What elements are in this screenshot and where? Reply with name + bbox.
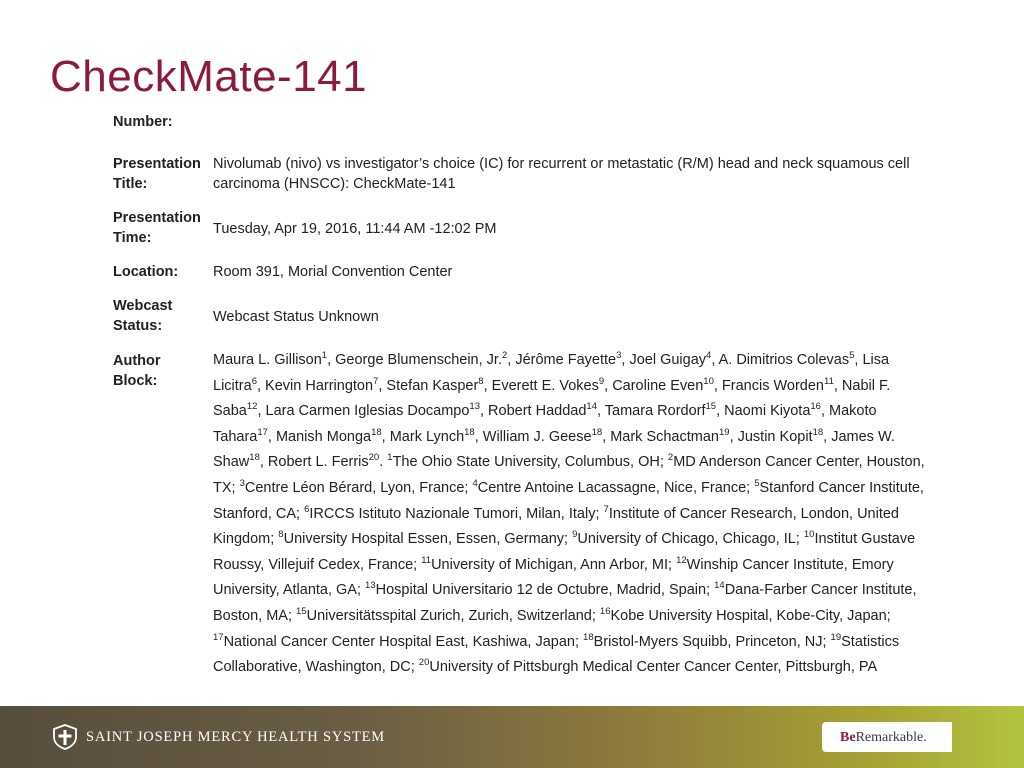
author-block-label: Author Block: xyxy=(113,353,161,389)
affiliation-superscript: 2 xyxy=(667,452,674,464)
author-text-run: , Caroline Even xyxy=(604,377,704,394)
location-label: Location: xyxy=(113,264,179,280)
author-text-run: , Joel Guigay xyxy=(621,352,707,368)
author-text-run: Hospital Universitario 12 de Octubre, Madrid, Spain; xyxy=(375,582,715,599)
author-text-run: , A. Dimitrios Colevas xyxy=(711,352,850,368)
affiliation-superscript: 10 xyxy=(803,529,815,541)
author-text-run: Centre Antoine Lacassagne, Nice, France; xyxy=(477,479,755,496)
affiliation-superscript: 20 xyxy=(418,657,430,669)
author-text-run: , Lara Carmen Iglesias Docampo xyxy=(257,403,470,420)
affiliation-superscript: 7 xyxy=(603,503,609,515)
affiliation-superscript: 16 xyxy=(599,606,611,618)
affiliation-superscript: 9 xyxy=(598,375,605,387)
author-text-run: , Makoto Tahara xyxy=(213,403,877,445)
affiliation-superscript: 1 xyxy=(321,350,328,362)
author-text-run: Universitätsspital Zurich, Zurich, Switzerland; xyxy=(306,607,600,624)
author-text-run: , Lisa Licitra xyxy=(213,352,890,394)
presentation-title-label: Presentation Title: xyxy=(113,156,201,192)
footer-tagline xyxy=(840,730,927,746)
author-text-run: Stanford Cancer Institute, Stanford, CA; xyxy=(213,479,924,522)
author-text-run: , Robert Haddad xyxy=(480,403,587,420)
affiliation-superscript: 19 xyxy=(718,426,730,438)
tagline-remarkable: Remarkable. xyxy=(855,730,927,745)
author-text-run: University of Chicago, Chicago, IL; xyxy=(577,531,804,548)
author-text-run: Winship Cancer Institute, Emory University, Atlanta, GA; xyxy=(213,556,894,599)
author-text-run: , Mark Schactman xyxy=(602,428,719,445)
affiliation-superscript: 5 xyxy=(754,478,760,490)
tagline-be: Be xyxy=(840,730,856,745)
author-text-run: Centre Léon Bérard, Lyon, France; xyxy=(244,479,473,496)
author-text-run: , Kevin Harrington xyxy=(256,377,374,394)
affiliation-superscript: 15 xyxy=(705,401,717,413)
cross-shield-icon xyxy=(52,724,78,750)
author-text-run: , William J. Geese xyxy=(474,428,592,445)
affiliation-superscript: 6 xyxy=(251,375,257,387)
author-block-text xyxy=(213,348,933,681)
affiliation-superscript: 14 xyxy=(586,401,597,413)
author-text-run: University Hospital Essen, Essen, Germany; xyxy=(283,531,573,548)
affiliation-superscript: 11 xyxy=(421,554,432,566)
author-text-run: National Cancer Center Hospital East, Kashiwa, Japan; xyxy=(223,633,584,650)
slide-title: CheckMate-141 xyxy=(50,52,368,101)
affiliation-superscript: 9 xyxy=(572,529,578,541)
affiliation-superscript: 6 xyxy=(304,503,310,515)
affiliation-superscript: 2 xyxy=(502,350,508,362)
author-text-run: The Ohio State University, Columbus, OH; xyxy=(392,454,668,471)
author-text-run: Maura L. Gillison xyxy=(213,352,322,368)
affiliation-superscript: 10 xyxy=(703,375,714,387)
presentation-time-value: Tuesday, Apr 19, 2016, 11:44 AM -12:02 PM xyxy=(213,221,497,237)
affiliation-superscript: 17 xyxy=(213,631,224,643)
affiliation-superscript: 11 xyxy=(824,375,834,387)
affiliation-superscript: 18 xyxy=(464,426,475,438)
author-text-run: , Nabil F. Saba xyxy=(213,377,891,420)
affiliation-superscript: 1 xyxy=(387,452,393,464)
affiliation-superscript: 13 xyxy=(469,401,480,413)
affiliation-superscript: 3 xyxy=(239,478,245,490)
author-text-run: IRCCS Istituto Nazionale Tumori, Milan, Italy; xyxy=(309,505,604,522)
affiliation-superscript: 8 xyxy=(478,375,484,387)
affiliation-superscript: 4 xyxy=(706,350,712,362)
affiliation-superscript: 4 xyxy=(472,478,478,490)
author-text-run: University of Pittsburgh Medical Center Cancer Center, Pittsburgh, PA xyxy=(429,659,878,676)
affiliation-superscript: 20 xyxy=(368,452,380,464)
author-text-run: Institute of Cancer Research, London, United Kingdom; xyxy=(213,505,899,548)
affiliation-superscript: 12 xyxy=(676,554,687,566)
author-text-run: Dana-Farber Cancer Institute, Boston, MA; xyxy=(213,582,917,624)
author-text-run: , Mark Lynch xyxy=(381,428,465,445)
author-text-run: , Everett E. Vokes xyxy=(483,377,599,394)
affiliation-superscript: 3 xyxy=(616,350,622,362)
footer-org-name: SAINT JOSEPH MERCY HEALTH SYSTEM xyxy=(86,729,385,745)
footer-bar xyxy=(0,706,1024,768)
affiliation-superscript: 18 xyxy=(583,631,594,643)
author-text-run: Statistics Collaborative, Washington, DC; xyxy=(213,633,900,676)
affiliation-superscript: 8 xyxy=(278,529,284,541)
affiliation-superscript: 14 xyxy=(714,580,725,592)
affiliation-superscript: 18 xyxy=(371,426,382,438)
author-text-run: MD Anderson Cancer Center, Houston, TX; xyxy=(213,454,925,496)
number-label-cut: Number: xyxy=(113,114,173,129)
author-text-run: Institut Gustave Roussy, Villejuif Cedex, France; xyxy=(213,531,916,573)
affiliation-superscript: 18 xyxy=(812,426,824,438)
affiliation-superscript: 18 xyxy=(591,426,603,438)
affiliation-superscript: 7 xyxy=(373,375,379,387)
affiliation-superscript: 17 xyxy=(257,426,268,438)
author-text-run: , Justin Kopit xyxy=(729,428,813,445)
affiliation-superscript: 12 xyxy=(246,401,258,413)
webcast-status-label: Webcast Status: xyxy=(113,298,173,334)
author-text-run: , Naomi Kiyota xyxy=(716,403,811,420)
author-text-run: , George Blumenschein, Jr. xyxy=(327,352,502,368)
presentation-time-label: Presentation Time: xyxy=(113,210,201,246)
author-text-run: , Manish Monga xyxy=(267,428,372,445)
author-text-run: Kobe University Hospital, Kobe-City, Japan; xyxy=(610,607,891,624)
affiliation-superscript: 13 xyxy=(365,580,376,592)
author-text-run: , Francis Worden xyxy=(713,377,824,394)
author-text-run: , Robert L. Ferris xyxy=(259,454,369,471)
author-text-run: University of Michigan, Ann Arbor, MI; xyxy=(431,556,677,573)
author-text-run: . xyxy=(379,454,388,471)
affiliation-superscript: 18 xyxy=(249,452,260,464)
affiliation-superscript: 15 xyxy=(296,606,307,618)
author-text-run: , Jérôme Fayette xyxy=(507,352,617,368)
affiliation-superscript: 16 xyxy=(810,401,821,413)
webcast-status-value: Webcast Status Unknown xyxy=(213,309,379,325)
author-text-run: , Tamara Rordorf xyxy=(596,403,706,420)
affiliation-superscript: 19 xyxy=(830,631,842,643)
author-text-run: , Stefan Kasper xyxy=(378,377,479,394)
author-text-run: Bristol-Myers Squibb, Princeton, NJ; xyxy=(593,633,831,650)
author-text-run: , James W. Shaw xyxy=(213,428,895,471)
location-value: Room 391, Morial Convention Center xyxy=(213,264,453,280)
presentation-title-value: Nivolumab (nivo) vs investigator’s choice (IC) for recurrent or metastatic (R/M) head and neck squamous cell carcinoma (HNSCC): CheckMate-141 xyxy=(213,156,910,192)
affiliation-superscript: 5 xyxy=(849,350,855,362)
